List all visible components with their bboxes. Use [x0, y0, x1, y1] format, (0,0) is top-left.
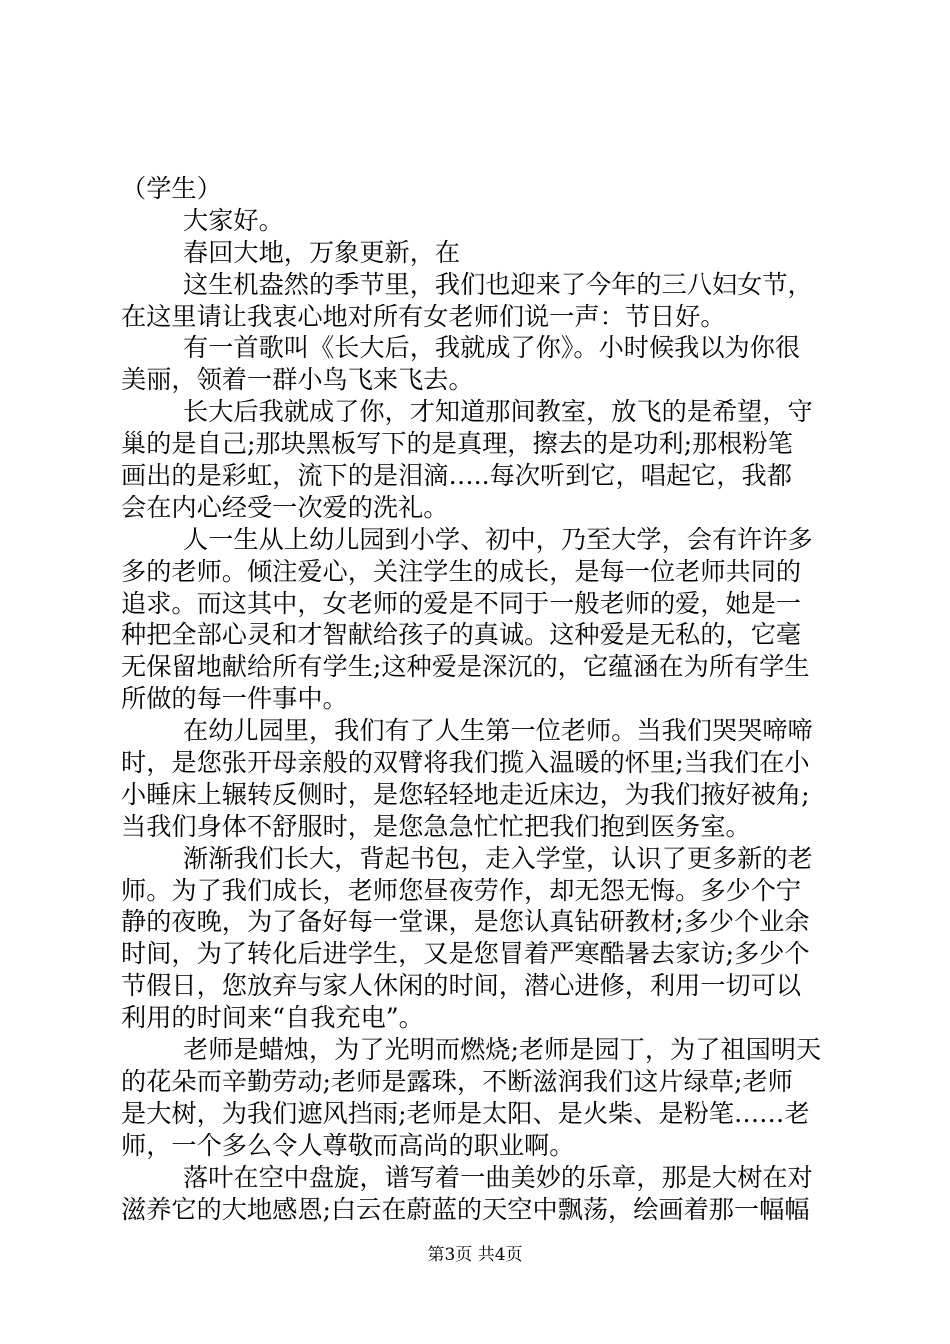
text-line: （学生） [121, 174, 222, 203]
text-line: 人一生从上幼儿园到小学、初中，乃至大学，会有许许多 [183, 524, 813, 554]
document-body [121, 173, 841, 1225]
text-line: 老师是蜡烛，为了光明而燃烧;老师是园丁，为了祖国明天 [183, 1035, 822, 1065]
text-line: 长大后我就成了你，才知道那间教室，放飞的是希望，守 [183, 397, 813, 427]
text-line: 利用的时间来“自我充电”。 [121, 1003, 424, 1033]
text-line: 种把全部心灵和才智献给孩子的真诚。这种爱是无私的，它毫 [121, 620, 802, 650]
text-line: 师。为了我们成长，老师您昼夜劳作，却无怨无悔。多少个宁 [121, 875, 802, 905]
text-line: 师，一个多么令人尊敬而高尚的职业啊。 [121, 1130, 575, 1160]
text-line: 春回大地，万象更新，在 [183, 237, 461, 267]
text-line: 追求。而这其中，女老师的爱是不同于一般老师的爱，她是一 [121, 588, 802, 618]
text-line: 美丽，领着一群小鸟飞来飞去。 [121, 365, 474, 395]
text-line: 画出的是彩虹，流下的是泪滴…..每次听到它，唱起它，我都 [121, 461, 792, 491]
text-line: 小睡床上辗转反侧时，是您轻轻地走近床边，为我们掖好被角; [121, 779, 810, 809]
page-footer: 第3页 共4页 [427, 1245, 523, 1265]
text-line: 当我们身体不舒服时，是您急急忙忙把我们抱到医务室。 [121, 811, 751, 841]
text-line: 大家好。 [183, 205, 284, 235]
text-line: 这生机盎然的季节里，我们也迎来了今年的三八妇女节， [183, 269, 813, 299]
text-line: 是大树，为我们遮风挡雨;老师是太阳、是火柴、是粉笔……老 [121, 1098, 810, 1128]
text-line: 有一首歌叫《长大后，我就成了你》。小时候我以为你很 [183, 333, 801, 363]
text-line: 所做的每一件事中。 [121, 684, 348, 714]
text-line: 巢的是自己;那块黑板写下的是真理，擦去的是功利;那根粉笔 [121, 429, 793, 459]
text-line: 节假日，您放弃与家人休闲的时间，潜心进修，利用一切可以 [121, 971, 802, 1001]
text-line: 会在内心经受一次爱的洗礼。 [121, 492, 449, 522]
text-line: 无保留地献给所有学生;这种爱是深沉的，它蕴涵在为所有学生 [121, 652, 810, 682]
text-line: 在这里请让我衷心地对所有女老师们说一声：节日好。 [121, 301, 726, 331]
text-line: 时，是您张开母亲般的双臂将我们揽入温暖的怀里;当我们在小 [121, 748, 810, 778]
text-line: 渐渐我们长大，背起书包，走入学堂，认识了更多新的老 [183, 843, 813, 873]
text-line: 在幼儿园里，我们有了人生第一位老师。当我们哭哭啼啼 [183, 716, 813, 746]
text-line: 多的老师。倾注爱心，关注学生的成长，是每一位老师共同的 [121, 556, 802, 586]
text-line: 滋养它的大地感恩;白云在蔚蓝的天空中飘荡，绘画着那一幅幅 [121, 1194, 810, 1224]
text-line: 时间，为了转化后进学生，又是您冒着严寒酷暑去家访;多少个 [121, 939, 810, 969]
text-line: 落叶在空中盘旋，谱写着一曲美妙的乐章，那是大树在对 [183, 1162, 813, 1192]
text-line: 静的夜晚，为了备好每一堂课，是您认真钻研教材;多少个业余 [121, 907, 810, 937]
text-line: 的花朵而辛勤劳动;老师是露珠，不断滋润我们这片绿草;老师 [121, 1066, 793, 1096]
